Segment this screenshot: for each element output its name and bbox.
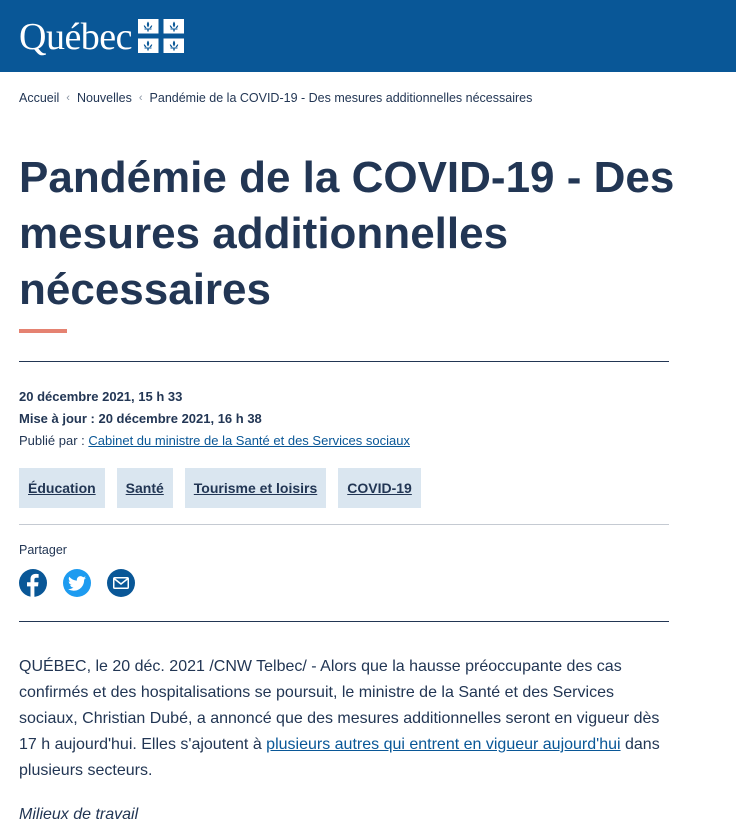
tag-sante[interactable]: Santé bbox=[117, 468, 173, 508]
breadcrumb bbox=[19, 91, 532, 105]
share-label: Partager bbox=[19, 543, 67, 557]
body-outro: dans plusieurs secteurs. bbox=[19, 736, 660, 779]
breadcrumb-news-link[interactable]: Nouvelles bbox=[76, 91, 132, 105]
divider bbox=[19, 524, 669, 525]
divider bbox=[19, 361, 669, 362]
tag-education[interactable]: Éducation bbox=[19, 468, 105, 508]
breadcrumb-current: Pandémie de la COVID-19 - Des mesures additionnelles nécessaires bbox=[149, 91, 533, 105]
tag-covid-19[interactable]: COVID-19 bbox=[338, 468, 421, 508]
chevron-left-icon: ‹ bbox=[138, 92, 143, 104]
update-date: Mise à jour : 20 décembre 2021, 16 h 38 bbox=[19, 411, 262, 426]
page-title: Pandémie de la COVID-19 - Des mesures additionnelles nécessaires bbox=[19, 153, 675, 314]
email-icon[interactable] bbox=[107, 569, 135, 597]
published-by bbox=[19, 433, 410, 448]
tag-list bbox=[19, 468, 421, 508]
published-by-label: Publié par : bbox=[19, 433, 85, 448]
body-link[interactable]: plusieurs autres qui entrent en vigueur aujourd'hui bbox=[266, 736, 621, 753]
logo-wordmark: Québec bbox=[19, 16, 133, 58]
divider bbox=[19, 621, 669, 622]
quebec-flag-icon bbox=[138, 19, 184, 53]
facebook-icon[interactable] bbox=[19, 569, 47, 597]
tag-tourisme-loisirs[interactable]: Tourisme et loisirs bbox=[185, 468, 326, 508]
site-header bbox=[0, 0, 736, 72]
section-subheading: Milieux de travail bbox=[19, 806, 139, 823]
twitter-icon[interactable] bbox=[63, 569, 91, 597]
title-accent-bar bbox=[19, 329, 67, 333]
publisher-link[interactable]: Cabinet du ministre de la Santé et des Services sociaux bbox=[88, 433, 410, 448]
chevron-left-icon: ‹ bbox=[66, 92, 70, 104]
body-intro: QUÉBEC, le 20 déc. 2021 /CNW Telbec/ - Alors que la hausse préoccupante des cas confirmés et des hospitalisations se poursuit, le ministre de la Santé et des Services sociaux, Christian Dubé, a annoncé que des mesures additionnelles seront en vigueur dès 17 h aujourd'hui. Elles s'ajoutent à bbox=[19, 658, 660, 753]
quebec-logo[interactable] bbox=[19, 16, 184, 58]
share-buttons bbox=[19, 569, 135, 597]
publish-date: 20 décembre 2021, 15 h 33 bbox=[19, 389, 183, 404]
article-body bbox=[19, 654, 669, 784]
breadcrumb-home-link[interactable]: Accueil bbox=[19, 91, 60, 105]
